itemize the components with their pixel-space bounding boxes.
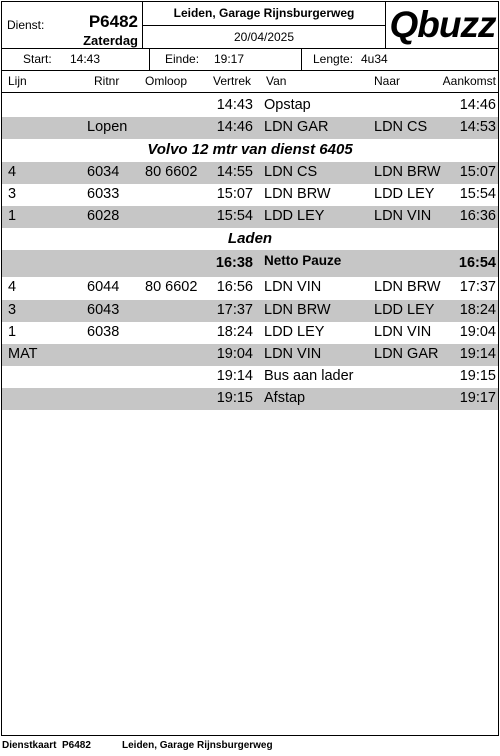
cell-van: LDN GAR [264, 119, 329, 136]
cell-naar: LDN GAR [374, 345, 439, 362]
cell-ritnr: 6033 [87, 185, 120, 202]
garage-location: Leiden, Garage Rijnsburgerweg [143, 2, 385, 26]
service-date: 20/04/2025 [233, 30, 295, 44]
cell-naar: LDN VIN [374, 323, 432, 340]
dienstkaart [1, 1, 499, 736]
cell-vertrek: 19:14 [216, 368, 253, 385]
cell-lijn: 3 [8, 301, 17, 318]
cell-lijn: 1 [8, 323, 17, 340]
cell-aankomst: 16:36 [459, 207, 496, 224]
cell-aankomst: 15:07 [459, 163, 496, 180]
cell-aankomst: 14:53 [459, 119, 496, 136]
cell-vertrek: 18:24 [216, 323, 253, 340]
cell-vertrek: 19:04 [216, 345, 253, 362]
cell-van: Bus aan lader [264, 368, 354, 385]
schedule-row [2, 162, 498, 184]
cell-lijn: 4 [8, 279, 17, 296]
footer-location: Leiden, Garage Rijnsburgerweg [122, 740, 273, 751]
footer-title: Dienstkaart [2, 740, 57, 751]
cell-ritnr: 6028 [87, 207, 120, 224]
pause-row [2, 250, 498, 277]
schedule-row [2, 300, 498, 322]
schedule-row [2, 206, 498, 228]
schedule-row [2, 322, 498, 344]
schedule-row [2, 344, 498, 366]
cell-van: LDD LEY [264, 323, 325, 340]
cell-aankomst: 17:37 [459, 279, 496, 296]
cell-aankomst: 14:46 [459, 97, 496, 113]
cell-vertrek: 16:56 [216, 279, 253, 296]
cell-naar: LDN BRW [374, 279, 441, 296]
cell-vertrek: 15:07 [216, 185, 253, 202]
cell-vertrek: 14:55 [216, 163, 253, 180]
cell-van: LDN VIN [264, 345, 322, 362]
cell-van: Netto Pauze [264, 253, 342, 269]
cell-van: LDN VIN [264, 279, 322, 296]
schedule-row [2, 366, 498, 388]
divider [301, 49, 302, 70]
col-naar: Naar [374, 74, 401, 88]
cell-van: Afstap [264, 390, 306, 407]
col-van: Van [266, 74, 287, 88]
cell-aankomst: 18:24 [459, 301, 496, 318]
cell-naar: LDD LEY [374, 185, 435, 202]
dienst-number: P6482 [88, 12, 138, 31]
cell-naar: LDN BRW [374, 163, 441, 180]
cell-vertrek: 16:38 [215, 255, 253, 272]
cell-van: LDD LEY [264, 207, 325, 224]
cell-lijn: 4 [8, 163, 17, 180]
divider [149, 49, 150, 70]
lengte-label: Lengte: [313, 52, 354, 66]
section-title: Volvo 12 mtr van dienst 6405 [147, 141, 353, 159]
cell-lijn: MAT [8, 345, 38, 362]
cell-aankomst: 15:54 [459, 185, 496, 202]
schedule-row [2, 388, 498, 410]
column-headers [2, 71, 498, 93]
dienst-label: Dienst: [7, 18, 45, 32]
cell-omloop: 80 6602 [145, 279, 198, 296]
cell-vertrek: 19:15 [216, 390, 253, 407]
footer-dienst: P6482 [62, 740, 91, 751]
col-lijn: Lijn [8, 74, 27, 88]
section-header [2, 228, 498, 250]
col-aankomst: Aankomst [442, 74, 496, 88]
cell-lijn: 3 [8, 185, 17, 202]
einde-value: 19:17 [214, 52, 245, 66]
cell-aankomst: 19:04 [459, 323, 496, 340]
cell-van: Opstap [264, 97, 311, 113]
cell-van: LDN BRW [264, 301, 331, 318]
cell-omloop: 80 6602 [145, 163, 198, 180]
cell-ritnr: 6043 [87, 301, 120, 318]
cell-naar: LDD LEY [374, 301, 435, 318]
schedule-row [2, 184, 498, 206]
section-header [2, 139, 498, 161]
cell-vertrek: 14:46 [216, 119, 253, 136]
schedule-row [2, 117, 498, 139]
dienst-box [2, 2, 143, 48]
dienst-day: Zaterdag [83, 33, 138, 48]
schedule-row [2, 277, 498, 299]
cell-naar: LDN VIN [374, 207, 432, 224]
cell-ritnr: 6044 [87, 279, 120, 296]
header [2, 2, 498, 49]
cell-lijn: 1 [8, 207, 17, 224]
cell-ritnr: 6038 [87, 323, 120, 340]
cell-aankomst: 16:54 [458, 255, 496, 272]
cell-vertrek: 14:43 [216, 97, 253, 113]
cell-naar: LDN CS [374, 119, 428, 136]
start-label: Start: [23, 52, 52, 66]
cell-vertrek: 17:37 [216, 301, 253, 318]
cell-aankomst: 19:15 [459, 368, 496, 385]
section-title: Laden [227, 230, 273, 248]
cell-aankomst: 19:14 [459, 345, 496, 362]
cell-van: LDN BRW [264, 185, 331, 202]
times-row [2, 49, 498, 71]
cell-aankomst: 19:17 [459, 390, 496, 407]
schedule-row [2, 95, 498, 117]
schedule-rows [2, 95, 498, 410]
qbuzz-logo: Qbuzz [385, 2, 499, 48]
col-vertrek: Vertrek [213, 74, 252, 88]
col-ritnr: Ritnr [94, 74, 120, 88]
col-omloop: Omloop [145, 74, 188, 88]
start-value: 14:43 [70, 52, 101, 66]
lengte-value: 4u34 [361, 52, 388, 66]
einde-label: Einde: [165, 52, 200, 66]
cell-ritnr: Lopen [87, 119, 128, 136]
cell-ritnr: 6034 [87, 163, 120, 180]
cell-vertrek: 15:54 [216, 207, 253, 224]
cell-van: LDN CS [264, 163, 318, 180]
